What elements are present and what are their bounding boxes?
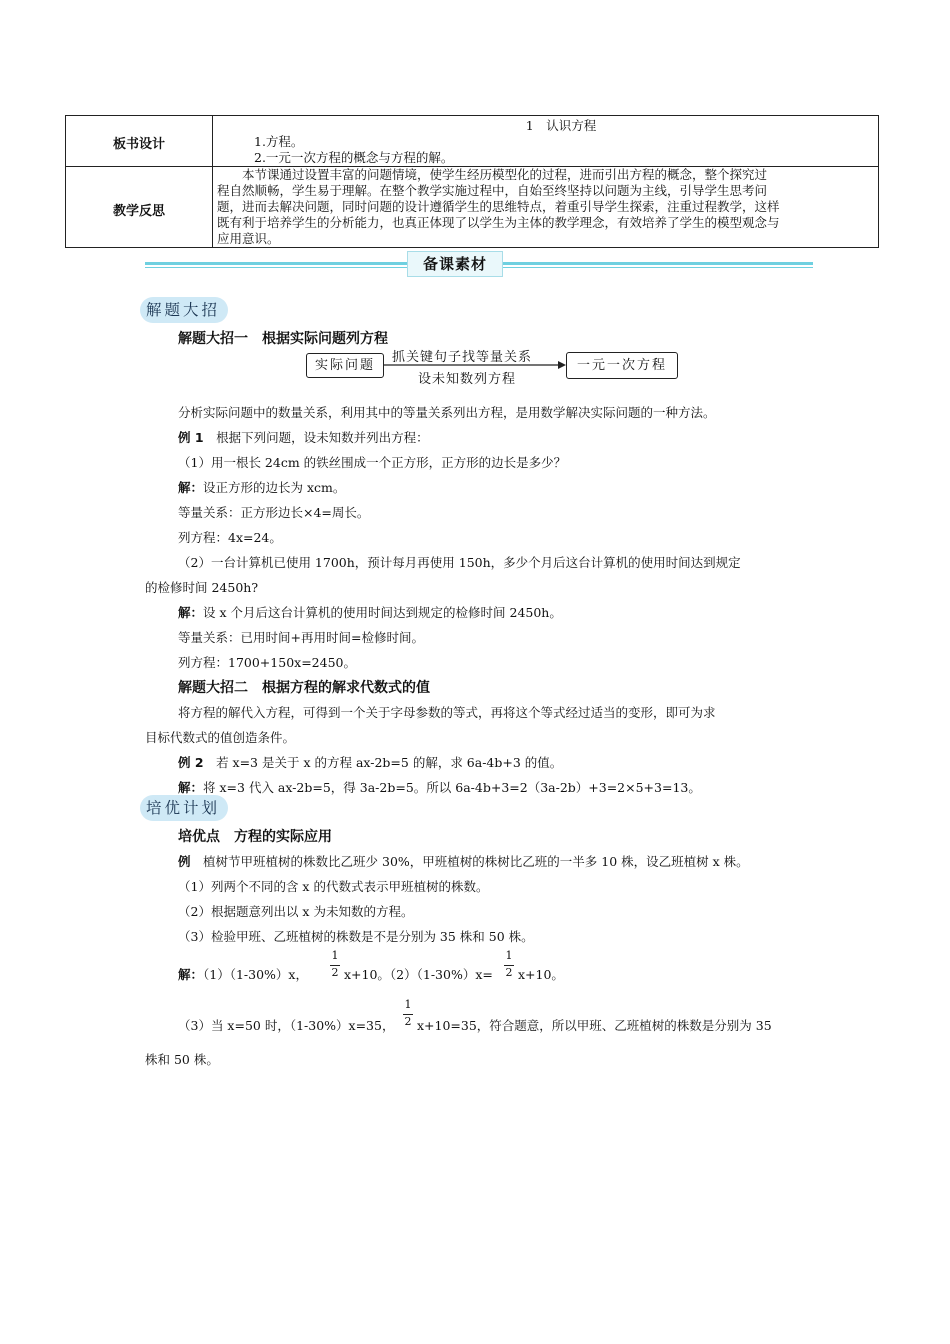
- solution-text: x+10。（2）（1-30%）x=: [344, 967, 493, 982]
- board-design-title: 1 认识方程: [525, 118, 597, 133]
- solution-line: 列方程：4x=24。: [178, 530, 282, 545]
- paragraph: 将方程的解代入方程，可得到一个关于字母参数的等式，再将这个等式经过适当的变形，即可为求: [178, 705, 716, 720]
- diagram-box-right: 一元一次方程: [566, 352, 678, 379]
- banner-rule: [145, 267, 407, 268]
- question: （2）一台计算机已使用 1700h，预计每月再使用 150h，多少个月后这台计算机的使用时间达到规定: [178, 555, 741, 570]
- example-label: 例 1: [178, 430, 204, 445]
- paragraph: 分析实际问题中的数量关系，利用其中的等量关系列出方程，是用数学解决实际问题的一种方法。: [178, 405, 716, 420]
- lesson-table: [65, 115, 879, 248]
- solution-text: x+10。: [518, 967, 564, 982]
- reflection-line: 题，进而去解决问题，同时问题的设计遵循学生的思维特点，着重引导学生探索，注重过程教学，这样: [217, 199, 780, 214]
- example-text: 若 x=3 是关于 x 的方程 ax-2b=5 的解，求 6a-4b+3 的值。: [203, 755, 563, 770]
- solution-line: x+10=35，符合题意，所以甲班、乙班植树的株数是分别为 35: [417, 1018, 772, 1033]
- reflection-line: 既有利于培养学生的分析能力，也真正体现了以学生为主体的教学理念，有效培养了学生的模型观念与: [217, 215, 780, 230]
- example-text: 植树节甲班植树的株数比乙班少 30%，甲班植树的株树比乙班的一半多 10 株，设乙班植树 x 株。: [190, 854, 749, 869]
- diagram-top-label: 抓关键句子找等量关系: [392, 350, 533, 365]
- diagram-bottom-label: 设未知数列方程: [418, 372, 517, 387]
- board-design-line: 1.方程。: [254, 134, 304, 149]
- diagram-box-left: 实际问题: [306, 353, 384, 378]
- solution-line: 株和 50 株。: [145, 1052, 219, 1067]
- fraction-denominator: 2: [505, 966, 513, 979]
- solution: [178, 603, 562, 621]
- banner-title: 备课素材: [407, 251, 503, 277]
- banner-rule: [145, 262, 407, 265]
- reflection-line: 应用意识。: [217, 231, 280, 246]
- solution-label: 解：: [178, 480, 204, 495]
- solution-label: 解：: [178, 967, 204, 982]
- tip1-heading: 解题大招一 根据实际问题列方程: [178, 331, 388, 347]
- solution-text: （1）（1-30%）x，: [203, 967, 308, 982]
- example: [178, 852, 749, 870]
- solution-line: （3）当 x=50 时，（1-30%）x=35，: [178, 1018, 395, 1033]
- tip2-heading: 解题大招二 根据方程的解求代数式的值: [178, 680, 430, 696]
- paragraph: 目标代数式的值创造条件。: [145, 730, 296, 745]
- solution-line: 等量关系：已用时间+再用时间=检修时间。: [178, 630, 424, 645]
- example-label: 例 2: [178, 755, 204, 770]
- section-title-advanced: 培优计划: [140, 795, 228, 821]
- solution-line: 列方程：1700+150x=2450。: [178, 655, 356, 670]
- diagram-arrow: [384, 358, 568, 372]
- banner-rule: [503, 262, 813, 265]
- fraction-denominator: 2: [404, 1015, 412, 1028]
- reflection-label: 教学反思: [112, 204, 165, 219]
- question: （3）检验甲班、乙班植树的株数是不是分别为 35 株和 50 株。: [178, 929, 534, 944]
- solution-text: 设 x 个月后这台计算机的使用时间达到规定的检修时间 2450h。: [203, 605, 562, 620]
- fraction-numerator: 1: [331, 949, 339, 962]
- example-2: [178, 753, 562, 771]
- solution-text: 将 x=3 代入 ax-2b=5，得 3a-2b=5。所以 6a-4b+3=2（3a-2b）+3=2×5+3=13。: [203, 780, 701, 795]
- section-title-tips: 解题大招: [140, 297, 228, 323]
- board-design-label: 板书设计: [112, 137, 165, 152]
- reflection-line: 程自然顺畅，学生易于理解。在整个教学实施过程中，自始至终坚持以问题为主线，引导学生思考问: [217, 183, 768, 198]
- solution: [178, 965, 308, 983]
- solution: [178, 478, 345, 496]
- reflection-line: 本节课通过设置丰富的问题情境，使学生经历模型化的过程，进而引出方程的概念，整个探究过: [242, 167, 768, 182]
- solution-label: 解：: [178, 605, 204, 620]
- question: 的检修时间 2450h?: [145, 580, 259, 595]
- fraction-denominator: 2: [331, 966, 339, 979]
- board-design-line: 2.一元一次方程的概念与方程的解。: [254, 150, 454, 165]
- banner-rule: [503, 267, 813, 268]
- example-text: 根据下列问题，设未知数并列出方程：: [203, 430, 429, 445]
- solution-text: 设正方形的边长为 xcm。: [203, 480, 346, 495]
- question: （2）根据题意列出以 x 为未知数的方程。: [178, 904, 414, 919]
- solution-label: 解：: [178, 780, 204, 795]
- fraction-numerator: 1: [505, 949, 513, 962]
- example-1: [178, 428, 429, 446]
- solution: [178, 778, 701, 796]
- advanced-heading: 培优点 方程的实际应用: [178, 829, 332, 845]
- fraction-numerator: 1: [404, 998, 412, 1011]
- question: （1）用一根长 24cm 的铁丝围成一个正方形，正方形的边长是多少？: [178, 455, 567, 470]
- example-label: 例: [178, 854, 191, 869]
- question: （1）列两个不同的含 x 的代数式表示甲班植树的株数。: [178, 879, 489, 894]
- solution-line: 等量关系：正方形边长×4=周长。: [178, 505, 370, 520]
- table-divider: [212, 116, 213, 247]
